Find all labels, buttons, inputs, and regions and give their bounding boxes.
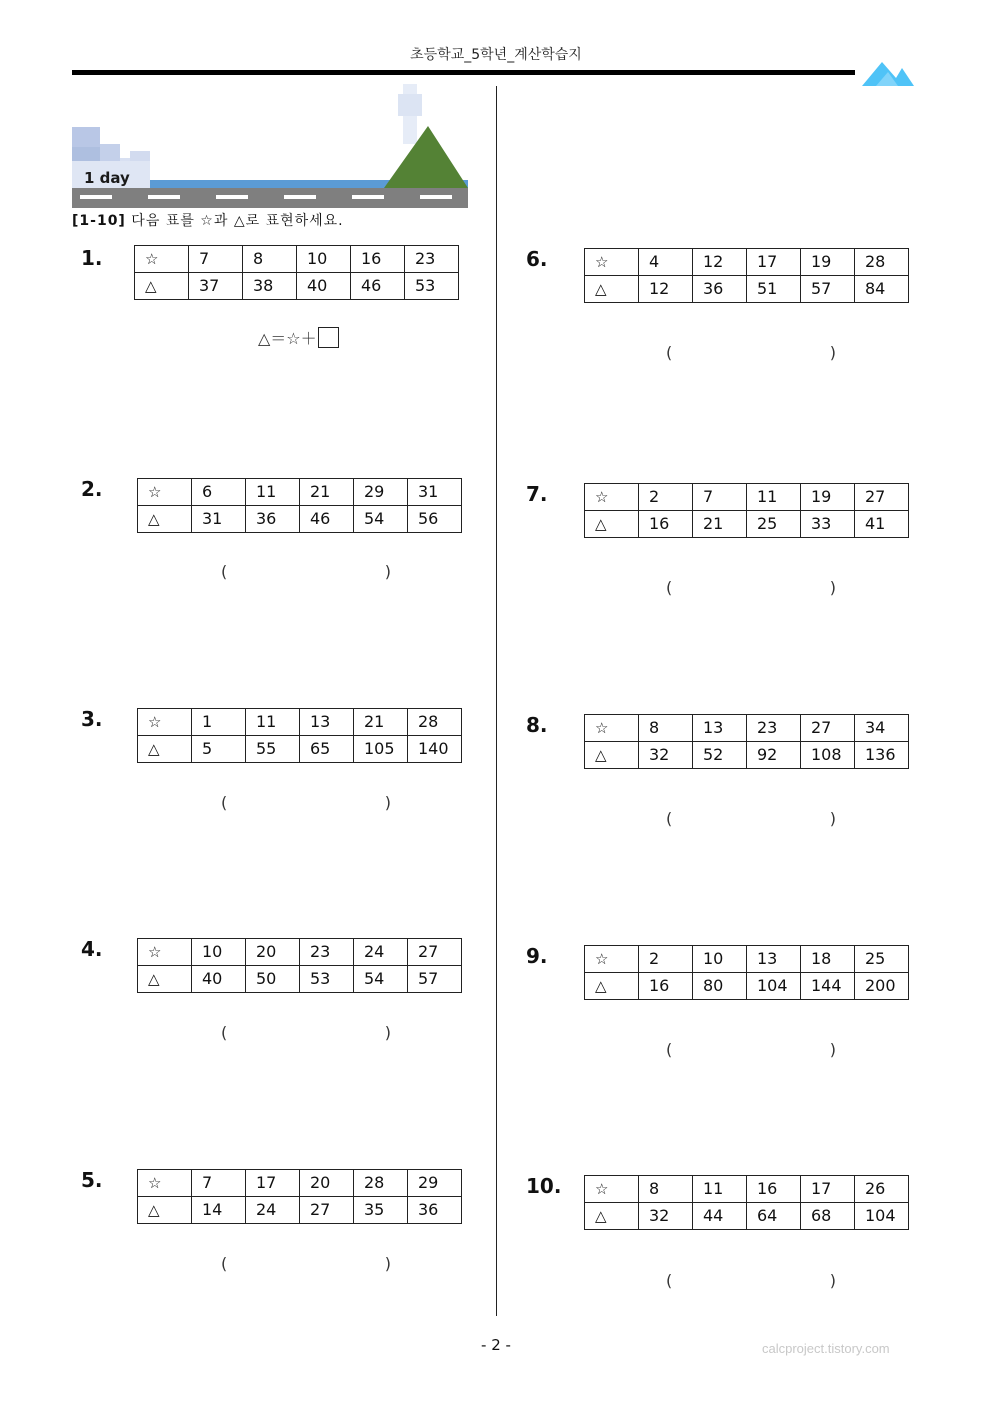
problem-number: 9. (526, 944, 548, 968)
star-value: 13 (693, 715, 747, 742)
star-value: 8 (639, 715, 693, 742)
paren-left: ( (666, 343, 673, 362)
star-value: 13 (747, 946, 801, 973)
star-row (585, 946, 909, 973)
star-symbol: ☆ (138, 479, 192, 506)
star-value: 10 (297, 246, 351, 273)
problem-table-4 (137, 938, 462, 993)
star-value: 27 (408, 939, 462, 966)
star-value: 29 (354, 479, 408, 506)
star-row (135, 246, 459, 273)
star-value: 29 (408, 1170, 462, 1197)
day-banner (72, 84, 468, 210)
triangle-row (138, 966, 462, 993)
triangle-value: 37 (189, 273, 243, 300)
triangle-value: 25 (747, 511, 801, 538)
triangle-value: 53 (405, 273, 459, 300)
star-value: 23 (405, 246, 459, 273)
star-value: 7 (192, 1170, 246, 1197)
star-value: 20 (300, 1170, 354, 1197)
triangle-value: 36 (408, 1197, 462, 1224)
banner-label: 1 day (84, 169, 130, 187)
paren-right: ) (384, 1254, 391, 1273)
triangle-value: 35 (354, 1197, 408, 1224)
problem-table-1 (134, 245, 459, 300)
star-row (585, 249, 909, 276)
star-row (138, 939, 462, 966)
paren-right: ) (384, 562, 391, 581)
paren-right: ) (829, 1271, 836, 1290)
star-value: 16 (747, 1176, 801, 1203)
star-value: 26 (855, 1176, 909, 1203)
star-value: 11 (246, 709, 300, 736)
problem-number: 1. (81, 246, 103, 270)
star-symbol: ☆ (138, 939, 192, 966)
star-value: 2 (639, 484, 693, 511)
answer-box[interactable] (318, 327, 339, 348)
star-value: 7 (693, 484, 747, 511)
problem-number: 2. (81, 477, 103, 501)
triangle-value: 33 (801, 511, 855, 538)
triangle-row (138, 506, 462, 533)
triangle-value: 51 (747, 276, 801, 303)
problem-table-7 (584, 483, 909, 538)
instruction (72, 210, 344, 230)
star-value: 1 (192, 709, 246, 736)
problem-table-5 (137, 1169, 462, 1224)
triangle-value: 105 (354, 736, 408, 763)
paren-right: ) (829, 809, 836, 828)
star-value: 11 (693, 1176, 747, 1203)
paren-right: ) (829, 343, 836, 362)
problem-number: 6. (526, 247, 548, 271)
star-symbol: ☆ (138, 709, 192, 736)
triangle-value: 84 (855, 276, 909, 303)
triangle-value: 144 (801, 973, 855, 1000)
star-row (138, 709, 462, 736)
problem-table-3 (137, 708, 462, 763)
star-value: 24 (354, 939, 408, 966)
triangle-value: 57 (408, 966, 462, 993)
star-value: 8 (639, 1176, 693, 1203)
star-row (585, 715, 909, 742)
problem-number: 8. (526, 713, 548, 737)
triangle-row (585, 742, 909, 769)
triangle-value: 136 (855, 742, 909, 769)
problem-table-10 (584, 1175, 909, 1230)
star-row (585, 1176, 909, 1203)
triangle-value: 36 (246, 506, 300, 533)
triangle-row (585, 1203, 909, 1230)
star-symbol: ☆ (585, 946, 639, 973)
paren-right: ) (829, 578, 836, 597)
triangle-symbol: △ (138, 736, 192, 763)
mountain-icon (862, 58, 914, 86)
star-value: 11 (747, 484, 801, 511)
column-divider (496, 86, 497, 1316)
triangle-symbol: △ (585, 1203, 639, 1230)
paren-left: ( (221, 793, 228, 812)
star-value: 34 (855, 715, 909, 742)
header-rule (72, 70, 855, 75)
paren-left: ( (221, 1254, 228, 1273)
triangle-value: 32 (639, 742, 693, 769)
instruction-text: 다음 표를 ☆과 △로 표현하세요. (131, 213, 344, 229)
formula-text: △＝☆＋ (258, 329, 317, 348)
star-value: 12 (693, 249, 747, 276)
star-value: 17 (801, 1176, 855, 1203)
paren-right: ) (384, 1023, 391, 1042)
triangle-value: 54 (354, 966, 408, 993)
star-row (138, 479, 462, 506)
triangle-value: 40 (297, 273, 351, 300)
triangle-value: 16 (639, 511, 693, 538)
triangle-symbol: △ (585, 973, 639, 1000)
triangle-value: 52 (693, 742, 747, 769)
problem-number: 10. (526, 1174, 562, 1198)
star-symbol: ☆ (138, 1170, 192, 1197)
paren-left: ( (666, 1271, 673, 1290)
paren-left: ( (221, 1023, 228, 1042)
triangle-value: 54 (354, 506, 408, 533)
problem-number: 5. (81, 1168, 103, 1192)
star-value: 23 (747, 715, 801, 742)
triangle-value: 36 (693, 276, 747, 303)
triangle-value: 21 (693, 511, 747, 538)
page-number: - 2 - (481, 1336, 511, 1354)
triangle-value: 12 (639, 276, 693, 303)
triangle-value: 104 (855, 1203, 909, 1230)
star-value: 31 (408, 479, 462, 506)
paren-left: ( (221, 562, 228, 581)
triangle-row (138, 736, 462, 763)
triangle-symbol: △ (138, 1197, 192, 1224)
star-symbol: ☆ (585, 249, 639, 276)
triangle-value: 53 (300, 966, 354, 993)
star-value: 16 (351, 246, 405, 273)
triangle-symbol: △ (585, 511, 639, 538)
triangle-value: 55 (246, 736, 300, 763)
triangle-value: 46 (351, 273, 405, 300)
triangle-value: 200 (855, 973, 909, 1000)
triangle-value: 80 (693, 973, 747, 1000)
star-value: 17 (747, 249, 801, 276)
star-symbol: ☆ (585, 715, 639, 742)
paren-right: ) (384, 793, 391, 812)
triangle-value: 92 (747, 742, 801, 769)
star-value: 18 (801, 946, 855, 973)
paren-left: ( (666, 578, 673, 597)
star-symbol: ☆ (585, 484, 639, 511)
triangle-value: 56 (408, 506, 462, 533)
star-value: 27 (801, 715, 855, 742)
problem-table-9 (584, 945, 909, 1000)
triangle-value: 44 (693, 1203, 747, 1230)
triangle-value: 140 (408, 736, 462, 763)
triangle-value: 64 (747, 1203, 801, 1230)
star-value: 28 (354, 1170, 408, 1197)
triangle-value: 104 (747, 973, 801, 1000)
star-value: 4 (639, 249, 693, 276)
star-value: 25 (855, 946, 909, 973)
paren-right: ) (829, 1040, 836, 1059)
star-value: 2 (639, 946, 693, 973)
triangle-value: 27 (300, 1197, 354, 1224)
triangle-symbol: △ (138, 966, 192, 993)
triangle-value: 31 (192, 506, 246, 533)
triangle-value: 38 (243, 273, 297, 300)
triangle-value: 16 (639, 973, 693, 1000)
star-symbol: ☆ (135, 246, 189, 273)
triangle-row (135, 273, 459, 300)
star-value: 28 (408, 709, 462, 736)
triangle-value: 32 (639, 1203, 693, 1230)
star-value: 20 (246, 939, 300, 966)
star-value: 17 (246, 1170, 300, 1197)
star-symbol: ☆ (585, 1176, 639, 1203)
star-row (585, 484, 909, 511)
triangle-symbol: △ (138, 506, 192, 533)
instruction-tag: [1-10] (72, 213, 126, 229)
star-row (138, 1170, 462, 1197)
star-value: 10 (192, 939, 246, 966)
star-value: 6 (192, 479, 246, 506)
star-value: 19 (801, 484, 855, 511)
star-value: 19 (801, 249, 855, 276)
problem-number: 3. (81, 707, 103, 731)
problem-table-6 (584, 248, 909, 303)
paren-left: ( (666, 809, 673, 828)
star-value: 8 (243, 246, 297, 273)
star-value: 23 (300, 939, 354, 966)
paren-left: ( (666, 1040, 673, 1059)
star-value: 28 (855, 249, 909, 276)
triangle-value: 57 (801, 276, 855, 303)
triangle-value: 5 (192, 736, 246, 763)
triangle-value: 50 (246, 966, 300, 993)
triangle-value: 65 (300, 736, 354, 763)
watermark: calcproject.tistory.com (762, 1341, 890, 1356)
problem-table-2 (137, 478, 462, 533)
triangle-value: 14 (192, 1197, 246, 1224)
triangle-value: 41 (855, 511, 909, 538)
problem-number: 7. (526, 482, 548, 506)
triangle-row (138, 1197, 462, 1224)
star-value: 7 (189, 246, 243, 273)
triangle-symbol: △ (585, 276, 639, 303)
star-value: 27 (855, 484, 909, 511)
worksheet-title: 초등학교_5학년_계산학습지 (410, 47, 582, 63)
triangle-value: 68 (801, 1203, 855, 1230)
triangle-row (585, 511, 909, 538)
triangle-symbol: △ (585, 742, 639, 769)
triangle-value: 46 (300, 506, 354, 533)
triangle-symbol: △ (135, 273, 189, 300)
triangle-value: 40 (192, 966, 246, 993)
star-value: 21 (300, 479, 354, 506)
star-value: 13 (300, 709, 354, 736)
triangle-value: 108 (801, 742, 855, 769)
example-formula (258, 326, 339, 349)
star-value: 10 (693, 946, 747, 973)
star-value: 21 (354, 709, 408, 736)
triangle-row (585, 973, 909, 1000)
triangle-value: 24 (246, 1197, 300, 1224)
star-value: 11 (246, 479, 300, 506)
problem-table-8 (584, 714, 909, 769)
triangle-row (585, 276, 909, 303)
problem-number: 4. (81, 937, 103, 961)
